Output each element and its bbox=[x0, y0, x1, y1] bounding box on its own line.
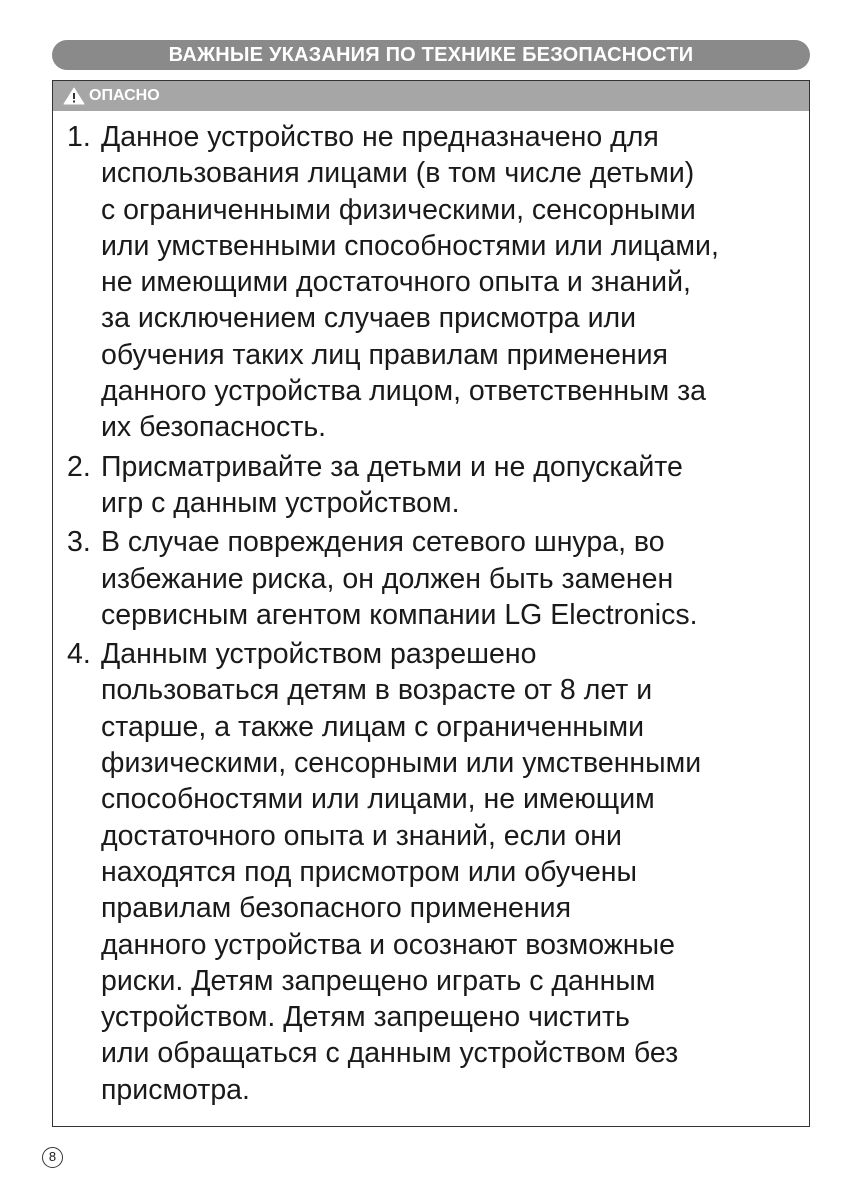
item-number: 1. bbox=[67, 121, 91, 153]
list-item bbox=[67, 119, 809, 446]
page-number: 8 bbox=[42, 1147, 63, 1168]
danger-box bbox=[52, 80, 810, 1127]
section-title: ВАЖНЫЕ УКАЗАНИЯ ПО ТЕХНИКЕ БЕЗОПАСНОСТИ bbox=[52, 40, 810, 70]
item-text: Присматривайте за детьми и не допускайте игр с данным устройством. bbox=[101, 450, 683, 519]
item-number: 3. bbox=[67, 526, 91, 559]
list-item bbox=[67, 449, 809, 522]
danger-label: ОПАСНО bbox=[89, 87, 160, 104]
list-item bbox=[67, 524, 809, 633]
list-item bbox=[67, 636, 809, 1108]
item-number: 4. bbox=[67, 638, 91, 671]
warning-triangle-icon bbox=[63, 87, 85, 105]
item-text: Данным устройством разрешено пользоваться детям в возрасте от 8 лет и старше, а также лицам с ограниченными физическими, сенсорными или умственными способностями или лицами, не имеющим достаточного опыта и знаний, если они находятся под присмотром или обучены правилам безопасного применения данного устройства и осознают возможные риски. Детям запрещено играть с данным устройством. Детям запрещено чистить или обращаться с данным устройством без присмотра. bbox=[101, 638, 702, 1106]
item-number: 2. bbox=[67, 450, 91, 483]
danger-header bbox=[53, 81, 809, 111]
safety-list bbox=[53, 111, 809, 1108]
item-text: Данное устройство не предназначено для использования лицами (в том числе детьми) с ограниченными физическими, сенсорными или умственными способностями или лицами, не имеющими достаточного опыта и знаний, за исключением случаев присмотра или обучения таких лиц правилам применения данного устройства лицом, ответственным за их безопасность. bbox=[101, 121, 719, 444]
item-text: В случае повреждения сетевого шнура, во избежание риска, он должен быть заменен сервисным агентом компании LG Electronics. bbox=[101, 526, 698, 631]
